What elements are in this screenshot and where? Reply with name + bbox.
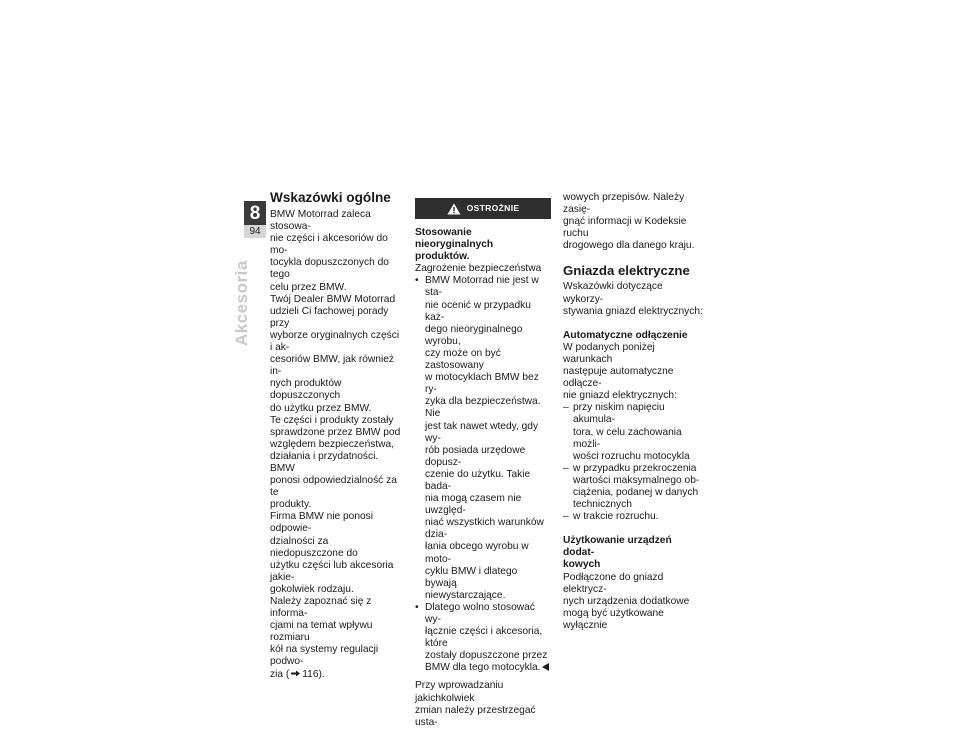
column-general-notes [270,190,404,681]
warning-danger: Zagrożenie bezpieczeństwa [415,263,542,275]
text-line: Te części i produkty zostały [270,414,394,426]
text-line: Dlatego wolno stosować wy- [425,601,535,625]
text-line: Twój Dealer BMW Motorrad [270,293,396,305]
text-line: Przy wprowadzaniu jakichkolwiek [415,680,504,704]
text-line: W podanych poniżej warunkach [563,341,655,365]
text-line: względem bezpieczeństwa, [270,438,395,450]
text-line: nych produktów dopuszczonych [270,378,342,402]
text-line: łania obcego wyrobu w moto- [425,541,529,565]
list-item: – w przypadku przekroczenia wartości maksymalnego ob- ciążenia, podanej w danych technicznych [563,462,700,511]
warning-label: OSTROŻNIE [466,203,520,214]
text-line: rób posiada urzędowe dopusz- [425,444,526,468]
text-line: nie ocenić w przypadku każ- [425,299,531,323]
text-line: cesoriów BMW, jak również in- [270,354,394,378]
section-heading-general: Wskazówki ogólne [270,190,391,205]
text-line: niać wszystkich warunków dzia- [425,517,544,541]
auto-disconnect-text [563,342,703,402]
text-line: BMW Motorrad zaleca stosowa- [270,209,371,233]
text-line: zyka dla bezpieczeństwa. Nie [425,396,541,420]
sockets-intro [563,281,703,317]
text-line: Należy zapoznać się z informa- [270,596,372,620]
text-line: produkty. [270,499,312,511]
text-line: nie części i akcesoriów do mo- [270,233,388,257]
list-item: • BMW Motorrad nie jest w sta- nie ocenić w przypadku każ- dego nieoryginalnego wyrobu, czy może on być zastosowany w motocyklach BMW bez ry- zyka dla bezpieczeństwa. Nie jest tak nawet wtedy, gdy wy- rób posiada urzędowe dopusz- czenie do użytku. Takie bada- nia mogą czasem nie uwzględ- niać wszystkich warunków dzia- łania obcego wyrobu w moto- cyklu BMW i dlatego bywają niewystarczające. [415,275,551,602]
continued-text [563,192,703,252]
text-line: do użytku przez BMW. [270,402,372,414]
accessory-use-text [563,572,703,632]
subheading-accessory-use: Użytkowanie urządzeń dodat- kowych [563,535,672,571]
general-notes-last-line: zia ( 116). [270,668,325,680]
text-line: czy może on być zastosowany [425,347,501,372]
chapter-title: Akcesoria [232,260,251,346]
text-line: nia mogą czasem nie uwzględ- [425,493,522,517]
text-line: zmian należy przestrzegać usta- [415,704,536,728]
text-line: mogą być użytkowane wyłącznie [563,607,664,631]
general-notes-text [270,209,404,669]
text-line: celu przez BMW. [270,281,347,293]
text-line: zostały dopuszczone przez [425,650,548,662]
text-line: stywania gniazd elektrycznych: [563,305,703,317]
chapter-number: 8 [244,201,266,225]
text-line: niewystarczające. [425,589,506,601]
text-line: działania i przydatności. BMW [270,450,379,474]
page-number: 94 [244,225,266,238]
text-line: ponosi odpowiedzialność za te [270,475,397,499]
text-line: cjami na temat wpływu rozmiaru [270,620,373,644]
text-line: nie gniazd elektrycznych: [563,390,677,402]
auto-disconnect-list [563,402,703,523]
list-item: • Dlatego wolno stosować wy- łącznie części i akcesoria, które zostały dopuszczone przez BMW dla tego motocykla. [415,602,551,675]
modifications-text [415,680,551,728]
text-line: użytku części lub akcesoria jakie- [270,559,394,583]
text-line: czenie do użytku. Takie bada- [425,468,531,492]
column-power-sockets [563,192,703,632]
section-heading-sockets: Gniazda elektryczne [563,263,690,279]
text-line: sprawdzone przez BMW pod [270,426,401,438]
text-line: nych urządzenia dodatkowe [563,595,690,607]
text-line: tocykla dopuszczonych do tego [270,257,389,281]
text-line: udzieli Ci fachowej porady przy [270,305,389,329]
end-marker-icon [542,663,549,671]
text-line: następuje automatyczne odłącze- [563,366,674,390]
text-line: drogowego dla danego kraju. [563,240,695,252]
text-line: gnąć informacji w Kodeksie ruchu [563,216,687,240]
text-line: wowych przepisów. Należy zasię- [563,192,685,216]
text-line: łącznie części i akcesoria, które [425,626,543,650]
warning-subheading: Stosowanie nieoryginalnych produktów. [415,227,494,263]
reference-arrow-icon [291,670,300,677]
text-line: gokolwiek rodzaju. [270,583,354,595]
text-line: kół na systemy regulacji podwo- [270,644,379,668]
text-line: dego nieoryginalnego wyrobu, [425,323,523,347]
text-line: Podłączone do gniazd elektrycz- [563,571,664,595]
text-line: Wskazówki dotyczące wykorzy- [563,281,663,305]
list-item: – w trakcie rozruchu. [563,511,659,523]
warning-triangle-icon [447,203,461,215]
subheading-auto-disconnect: Automatyczne odłączenie [563,329,688,341]
text-line: jest tak nawet wtedy, gdy wy- [425,420,539,444]
text-line: wyborze oryginalnych części i ak- [270,329,400,354]
text-line: dzialności za niedopuszczone do [270,535,358,559]
list-item: – przy niskim napięciu akumula- tora, w celu zachowania możli- wości rozruchu motocykla [563,402,690,462]
column-warning [415,190,551,729]
warning-bullets [415,275,551,674]
text-line: BMW Motorrad nie jest w sta- [425,275,539,299]
warning-banner [415,198,551,219]
text-line: Firma BMW nie ponosi odpowie- [270,511,374,535]
text-line: w motocyklach BMW bez ry- [425,372,539,396]
text-line: cyklu BMW i dlatego bywają [425,565,518,589]
